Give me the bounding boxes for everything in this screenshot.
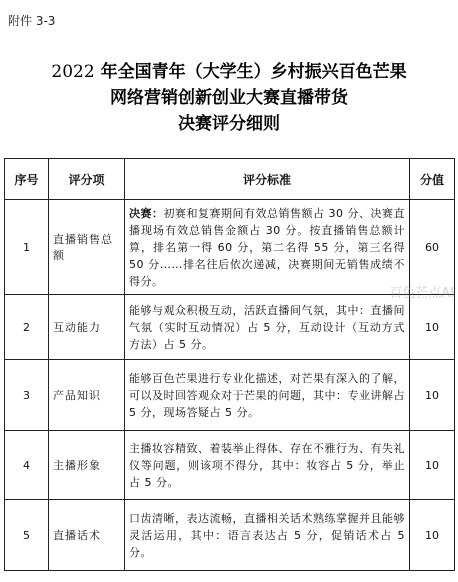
row-no: 4 [5,431,49,500]
row-no: 5 [5,500,49,571]
column-header-score: 分值 [410,159,455,200]
column-header-no: 序号 [5,159,49,200]
column-header-criteria: 评分标准 [125,159,410,200]
row-criteria: 能够与观众积极互动，活跃直播间气氛，其中：直播间气氛（实时互动情况）占 5 分，互动设计（互动方式方法）占 5 分。 [125,295,410,360]
row-score: 10 [410,500,455,571]
row-item: 主播形象 [49,431,125,500]
row-item: 直播销售总额 [49,200,125,295]
row-no: 3 [5,360,49,431]
row-criteria: 主播妆容精致、着装举止得体、存在不雅行为、有失礼仪等问题，则该项不得分，其中：妆容占 5 分，举止占 5 分。 [125,431,410,500]
table-row [5,200,455,295]
row-criteria [125,200,410,295]
title-year: 2022 [51,62,95,82]
document-title-line2: 网络营销创新创业大赛直播带货 [110,88,348,108]
document-title-line1 [0,60,458,84]
row-score: 10 [410,360,455,431]
row-item: 直播话术 [49,500,125,571]
row-item: 产品知识 [49,360,125,431]
attachment-label: 附件 3-3 [8,14,56,28]
criteria-lead: 决赛： [129,206,164,220]
row-item: 互动能力 [49,295,125,360]
row-criteria: 能够百色芒果进行专业化描述，对芒果有深入的了解，可以及时回答观众对于芒果的问题，其中：专业讲解占 5 分，现场答疑占 5 分。 [125,360,410,431]
table-header-row [5,159,455,200]
column-header-item: 评分项 [49,159,125,200]
criteria-text: 初赛和复赛期间有效总销售额占 30 分、决赛直播现场有效总销售金额占 30 分。按直播销售总额计算，排名第一得 60 分，第二名得 55 分，第三名得 50 分……排名往后依次递减，决赛期间无销售成绩不得分。 [129,206,405,288]
row-score: 10 [410,295,455,360]
row-score: 60 [410,200,455,295]
table-row [5,431,455,500]
table-row [5,295,455,360]
scoring-table [4,158,455,571]
watermark: 百色芒点AI [389,286,454,301]
table-row [5,500,455,571]
row-no: 1 [5,200,49,295]
title-line1-text: 年全国青年（大学生）乡村振兴百色芒果 [94,62,407,82]
table-row [5,360,455,431]
document-title-line3: 决赛评分细则 [178,114,280,134]
row-criteria: 口齿清晰，表达流畅，直播相关话术熟练掌握并且能够灵活运用，其中：语言表达占 5 分，促销话术占 5 分。 [125,500,410,571]
row-score: 10 [410,431,455,500]
row-no: 2 [5,295,49,360]
